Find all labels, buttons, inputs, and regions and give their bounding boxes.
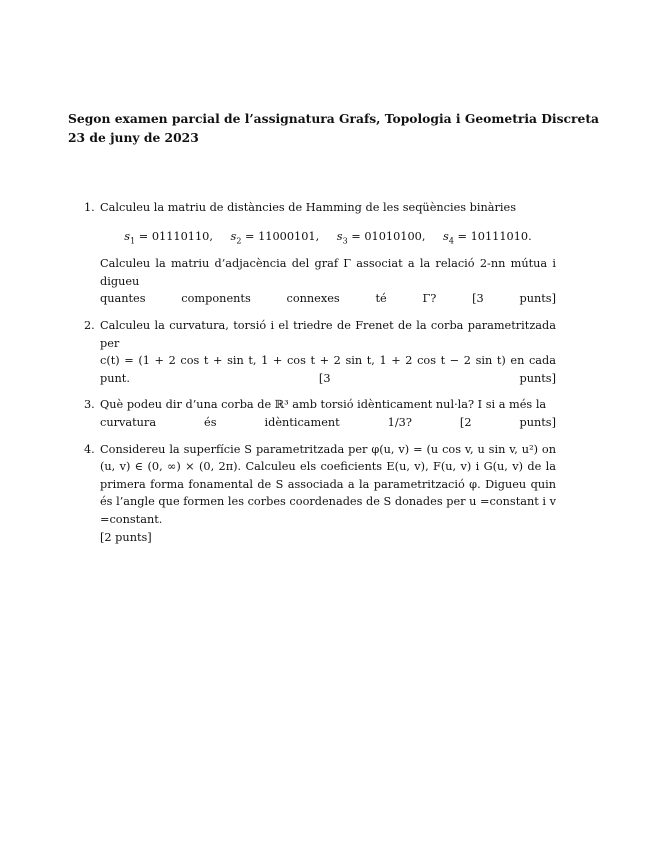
exam-title: Segon examen parcial de l’assignatura Grafs, Topologia i Geometria Discreta (68, 111, 599, 126)
problem-formula: c(t) = (1 + 2 cos t + sin t, 1 + cos t + 2 sin t, 1 + 2 cos t − 2 sin t) en cada punt. (100, 354, 556, 385)
points-label: [2 punts] (100, 530, 152, 544)
problem-last-line (100, 290, 556, 308)
problem-last-line (100, 352, 556, 387)
problem-number: 2. (84, 318, 95, 332)
problem-number: 1. (84, 201, 95, 214)
problem-text: quantes components connexes té Γ? (100, 292, 437, 306)
problem-list (84, 199, 556, 555)
sequence-item: $s_4 = 10111010$. (443, 229, 532, 245)
points-label: [2 punts] (459, 415, 556, 429)
points-label: [3 punts] (318, 371, 557, 385)
problem-text: Calculeu la matriu de distàncies de Hamming de les seqüències binàries (100, 201, 517, 214)
problem-text: Calculeu la matriu d’adjacència del graf Γ associat a la relació 2-nn mútua i digueu (100, 257, 556, 288)
problem-last-line (100, 414, 556, 432)
sequence-item: $s_2 = 11000101$, (230, 229, 320, 245)
sequence-item: $s_1 = 01110110$, (124, 229, 213, 245)
exam-header (68, 109, 599, 147)
problem-text: Considereu la superfície S parametritzada per φ(u, v) = (u cos v, u sin v, u²) on (u, v) ∈ (0, ∞) × (0, 2π). Calculeu els coeficients E(u, v), F(u, v) i G(u, v) de la primera forma fonamental de S associada a la parametrització φ. Digueu quin és l’angle que formen les corbes coordenades de S donades per u =constant i v =constant. (100, 442, 556, 526)
exam-date: 23 de juny de 2023 (68, 130, 199, 145)
problem-3 (84, 396, 556, 431)
problem-text: Què podeu dir d’una corba de ℝ³ amb torsió idènticament nul·la? I si a més la (100, 398, 547, 412)
problem-1 (84, 199, 556, 308)
problem-number: 3. (84, 398, 95, 412)
problem-2 (84, 317, 556, 387)
problem-text: Calculeu la curvatura, torsió i el triedre de Frenet de la corba parametritzada per (100, 318, 556, 350)
sequence-item: $s_3 = 01010100$, (336, 229, 426, 245)
problem-4 (84, 441, 556, 547)
problem-number: 4. (84, 442, 95, 456)
problem-text: curvatura és idènticament 1/3? (100, 415, 412, 429)
sequence-list (100, 228, 556, 246)
points-label: [3 punts] (472, 292, 557, 306)
